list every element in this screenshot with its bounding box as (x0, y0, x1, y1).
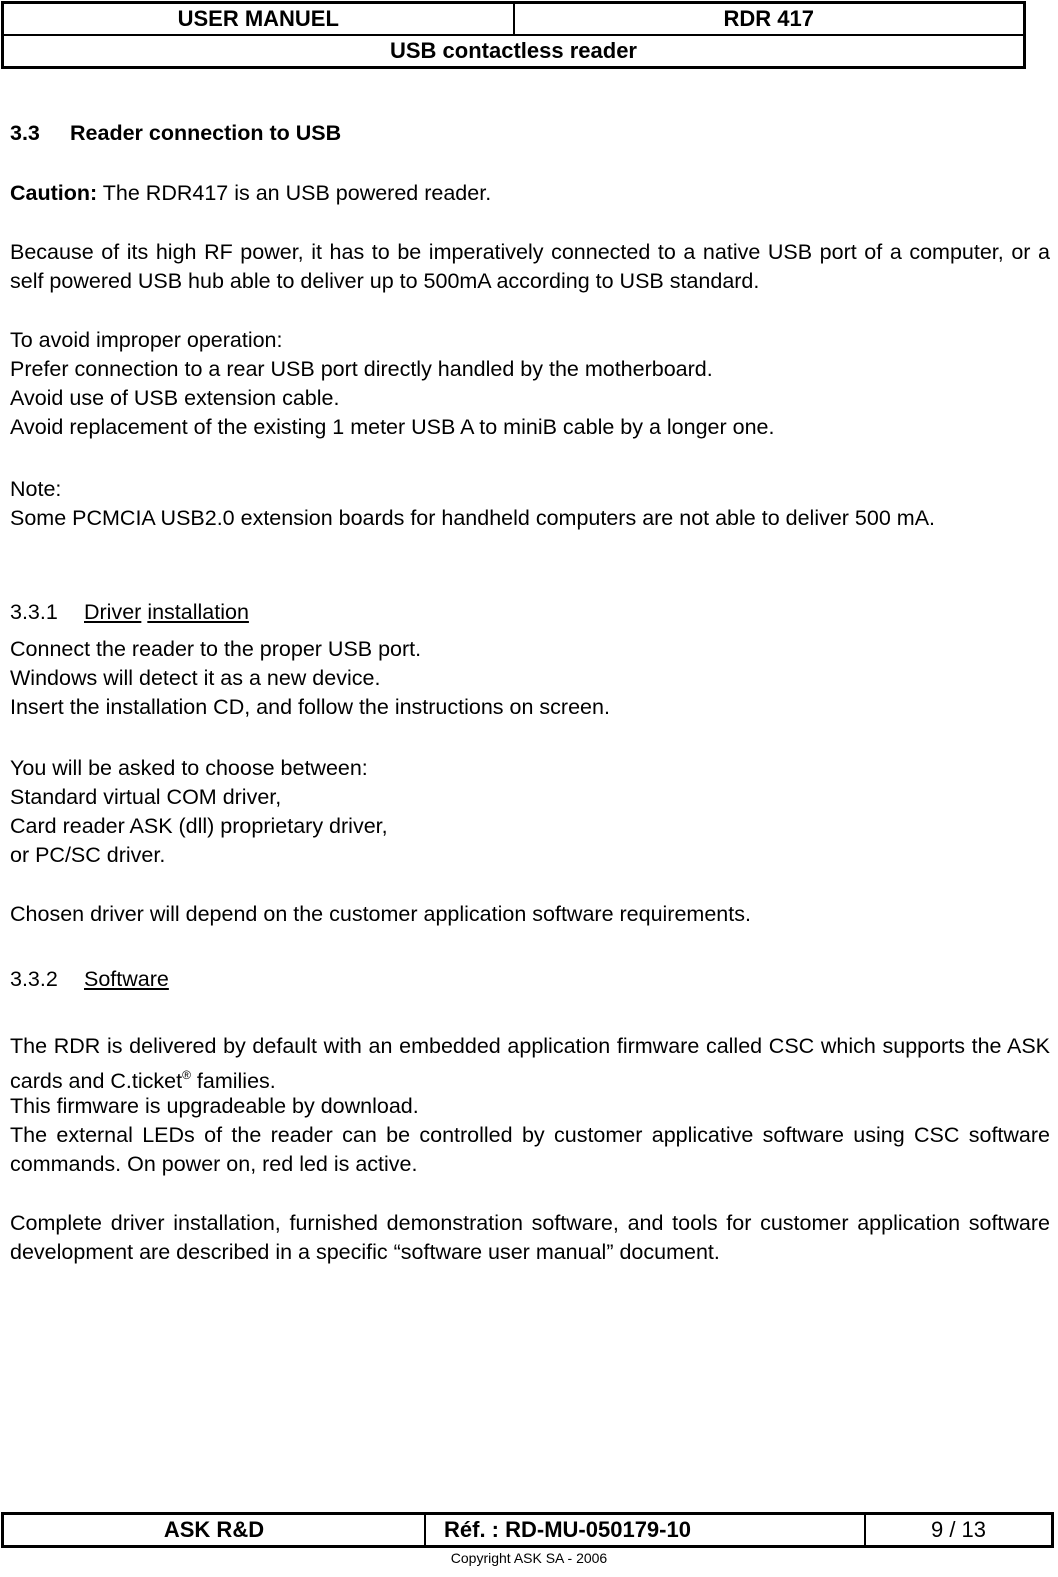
section-heading (10, 119, 1050, 148)
note-label: Note: (10, 477, 62, 501)
software-text-end: families. (190, 1069, 276, 1093)
avoid-intro: To avoid improper operation: (10, 328, 283, 352)
driver-heading (10, 598, 1050, 627)
software-text: The RDR is delivered by default with an embedded application firmware called CSC which supports the ASK cards and C.ticket (10, 1034, 1050, 1093)
footer-department: ASK R&D (3, 1514, 426, 1547)
software-paragraph-2: This firmware is upgradeable by download. (10, 1094, 419, 1118)
section-title: Reader connection to USB (70, 121, 342, 145)
header-subtitle: USB contactless reader (3, 35, 1025, 68)
footer-page-number: 9 / 13 (865, 1514, 1053, 1547)
avoid-item: Avoid use of USB extension cable. (10, 386, 340, 410)
driver-chosen: Chosen driver will depend on the customer application software requirements. (10, 902, 751, 926)
header-doc-type: USER MANUEL (3, 3, 514, 36)
header-product: RDR 417 (514, 3, 1025, 36)
driver-steps (10, 635, 1050, 722)
note-block (10, 475, 1050, 533)
software-paragraph-3: The external LEDs of the reader can be controlled by customer applicative software using CSC software commands. On power on, red led is active. (10, 1123, 1050, 1176)
avoid-item: Prefer connection to a rear USB port directly handled by the motherboard. (10, 357, 713, 381)
registered-mark: ® (182, 1068, 191, 1082)
caution-label: Caution: (10, 181, 98, 205)
software-paragraph-1 (10, 1032, 1050, 1096)
driver-title-word1: Driver (84, 600, 142, 624)
driver-option: Card reader ASK (dll) proprietary driver, (10, 814, 388, 838)
driver-number: 3.3.1 (10, 600, 58, 624)
driver-choose: You will be asked to choose between: (10, 756, 368, 780)
software-number: 3.3.2 (10, 967, 58, 991)
driver-step: Windows will detect it as a new device. (10, 666, 381, 690)
footer-reference: Réf. : RD-MU-050179-10 (425, 1514, 865, 1547)
avoid-item: Avoid replacement of the existing 1 meter USB A to miniB cable by a longer one. (10, 415, 775, 439)
page-header (1, 1, 1026, 69)
driver-step: Connect the reader to the proper USB port. (10, 637, 422, 661)
software-title: Software (84, 967, 169, 991)
driver-option: Standard virtual COM driver, (10, 785, 282, 809)
software-heading (10, 965, 1050, 994)
driver-title-word2: installation (147, 600, 249, 624)
caution-paragraph (10, 179, 1050, 208)
driver-step: Insert the installation CD, and follow the instructions on screen. (10, 695, 610, 719)
driver-option: or PC/SC driver. (10, 843, 166, 867)
power-paragraph: Because of its high RF power, it has to be imperatively connected to a native USB port of a computer, or a self powered USB hub able to deliver up to 500mA according to USB standard. (10, 240, 1050, 293)
page-footer (1, 1512, 1054, 1548)
footer-copyright: Copyright ASK SA - 2006 (450, 1550, 608, 1566)
avoid-list (10, 326, 1050, 442)
driver-options (10, 754, 1050, 870)
software-paragraph-4: Complete driver installation, furnished demonstration software, and tools for customer application software development are described in a specific “software user manual” document. (10, 1211, 1050, 1264)
section-number: 3.3 (10, 121, 40, 145)
caution-text: The RDR417 is an USB powered reader. (97, 181, 492, 205)
note-text: Some PCMCIA USB2.0 extension boards for handheld computers are not able to deliver 500 mA. (10, 506, 936, 530)
